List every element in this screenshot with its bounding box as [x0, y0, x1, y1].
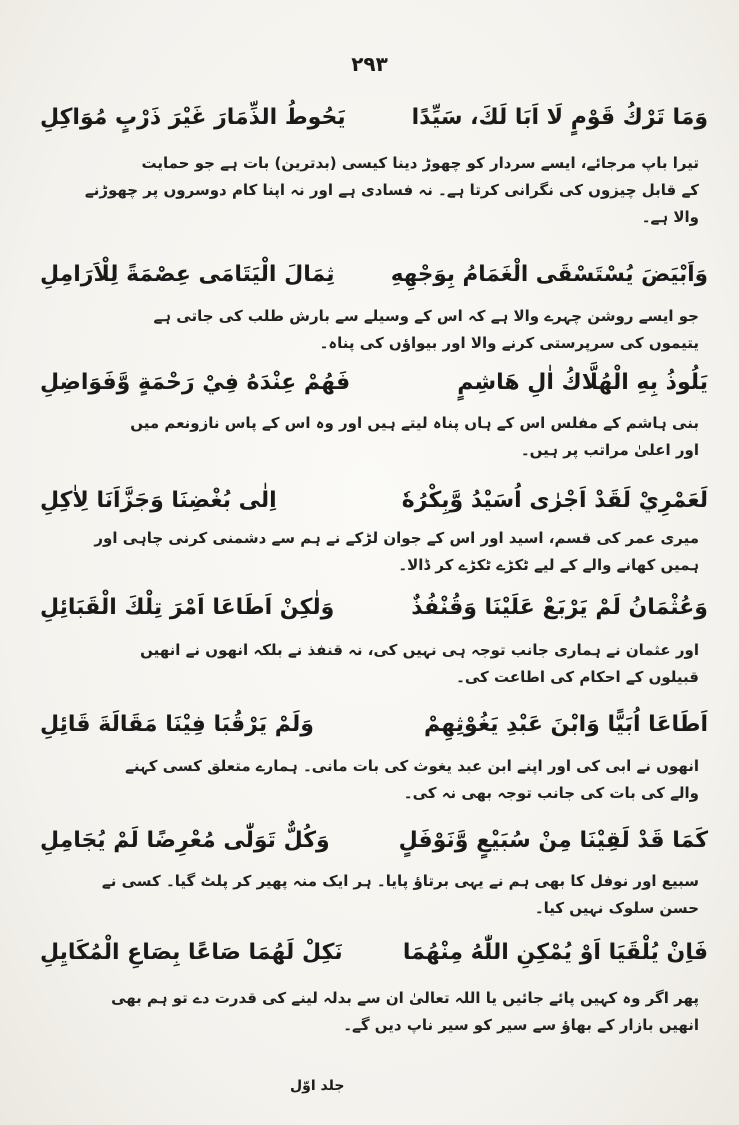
- verse-2-hemistich-2: ثِمَالَ الْيَتَامَى عِصْمَةً لِلْاَرَامِلِ: [40, 262, 335, 287]
- verse-7-hemistich-1: كَمَا قَدْ لَقِيْنَا مِنْ سُبَيْعٍ وَّنَوْفَلٍ: [398, 828, 708, 853]
- verse-6-translation-line-2: والے کی بات کی جانب توجہ بھی نہ کی۔: [403, 784, 699, 802]
- verse-1-translation-line-3: والا ہے۔: [641, 208, 699, 226]
- verse-6-translation: [125, 753, 699, 807]
- verse-5-hemistich-1: وَعُثْمَانُ لَمْ يَرْبَعْ عَلَيْنَا وَقُنْفُذٌ: [411, 595, 708, 620]
- verse-1-hemistich-2: يَحُوطُ الذِّمَارَ غَيْرَ ذَرْبٍ مُوَاكِلِ: [40, 105, 346, 130]
- verse-1: [40, 105, 708, 149]
- verse-6-hemistich-2: وَلَمْ يَرْقُبَا فِيْنَا مَقَالَةَ قَائِلِ: [40, 712, 314, 737]
- verse-6-hemistich-1: اَطَاعَا اُبَيًّا وَابْنَ عَبْدِ يَغُوْثِهِمْ: [424, 712, 708, 737]
- verse-1-translation-line-2: کے قابل چیزوں کی نگرانی کرتا ہے۔ نہ فسادی ہے اور نہ اپنا کام دوسروں پر چھوڑنے: [84, 181, 699, 199]
- verse-2-translation-line-2: یتیموں کی سرپرستی کرنے والا اور بیواؤں کی پناہ۔: [319, 334, 699, 352]
- verse-4-translation: [94, 525, 699, 579]
- verse-5-translation: [140, 637, 699, 691]
- verse-8-hemistich-1: فَاِنْ يُلْقَيَا اَوْ يُمْكِنِ اللّٰهُ مِنْهُمَا: [402, 940, 708, 965]
- verse-5-translation-line-1: اور عثمان نے ہماری جانب توجہ ہی نہیں کی، نہ قنفذ نے بلکہ انھوں نے انھیں: [140, 641, 699, 659]
- verse-5-translation-line-2: قبیلوں کے احکام کی اطاعت کی۔: [456, 668, 699, 686]
- verse-1-translation-line-1: تیرا باپ مرجائے، ایسے سردار کو چھوڑ دینا کیسی (بدترین) بات ہے جو حمایت: [141, 154, 699, 172]
- verse-5: [40, 595, 708, 639]
- verse-3: [40, 370, 708, 414]
- verse-2-hemistich-1: وَاَبْيَضَ يُسْتَسْقَى الْغَمَامُ بِوَجْهِهِ: [390, 262, 708, 287]
- verse-1-hemistich-1: وَمَا تَرْكُ قَوْمٍ لَا اَبَا لَكَ، سَيِّدًا: [411, 105, 708, 130]
- verse-3-hemistich-2: فَهُمْ عِنْدَهُ فِيْ رَحْمَةٍ وَّفَوَاضِلِ: [40, 370, 351, 395]
- verse-6: [40, 712, 708, 756]
- verse-2-translation-line-1: جو ایسے روشن چہرے والا ہے کہ اس کے وسیلے سے بارش طلب کی جاتی ہے: [153, 307, 699, 325]
- verse-7: [40, 828, 708, 872]
- page-number: ۲۹۳: [351, 52, 388, 76]
- verse-2: [40, 262, 708, 306]
- verse-2-translation: [154, 303, 700, 357]
- verse-4-hemistich-2: اِلٰى بُغْضِنَا وَجَزَّاَنَا لِاٰكِلِ: [40, 488, 277, 513]
- verse-4-hemistich-1: لَعَمْرِيْ لَقَدْ اَجْرٰى اُسَيْدُ وَّبِكْرُهٗ: [401, 488, 708, 513]
- verse-3-translation-line-2: اور اعلیٰ مراتب پر ہیں۔: [520, 441, 699, 459]
- volume-note: جلد اوّل: [290, 1078, 345, 1094]
- verse-1-translation: [85, 150, 699, 231]
- verse-8-translation: [111, 985, 699, 1039]
- verse-6-translation-line-1: انھوں نے ابی کی اور اپنے ابن عبد یغوث کی بات مانی۔ ہمارے متعلق کسی کہنے: [125, 757, 699, 775]
- verse-4-translation-line-1: میری عمر کی قسم، اسید اور اس کے جوان لڑکے نے ہم سے دشمنی کرنی چاہی اور: [94, 529, 699, 547]
- verse-8-translation-line-1: پھر اگر وہ کہیں پائے جائیں یا اللہ تعالیٰ ان سے بدلہ لینے کی قدرت دے تو ہم بھی: [111, 989, 699, 1007]
- verse-5-hemistich-2: وَلٰكِنْ اَطَاعَا اَمْرَ تِلْكَ الْقَبَائِلِ: [40, 595, 335, 620]
- verse-7-hemistich-2: وَكُلٌّ تَوَلّٰى مُعْرِضًا لَمْ يُجَامِلِ: [40, 828, 330, 853]
- verse-3-translation-line-1: بنی ہاشم کے مفلس اس کے ہاں پناہ لیتے ہیں اور وہ اس کے پاس نازونعم میں: [130, 414, 699, 432]
- verse-7-translation-line-2: حسن سلوک نہیں کیا۔: [534, 899, 699, 917]
- verse-8: [40, 940, 708, 984]
- verse-3-hemistich-1: يَلُوذُ بِهِ الْهُلَّاكُ اٰلِ هَاشِمٍ: [457, 370, 708, 395]
- verse-4-translation-line-2: ہمیں کھانے والے کے لیے ٹکڑے ٹکڑے کر ڈالا۔: [398, 556, 699, 574]
- verse-3-translation: [130, 410, 699, 464]
- verse-8-hemistich-2: نَكِلْ لَهُمَا صَاعًا بِصَاعِ الْمُكَايِلِ: [40, 940, 343, 965]
- verse-7-translation-line-1: سبیع اور نوفل کا بھی ہم نے یہی برتاؤ پایا۔ ہر ایک منہ پھیر کر پلٹ گیا۔ کسی نے: [101, 872, 699, 890]
- verse-8-translation-line-2: انھیں بازار کے بھاؤ سے سیر کو سیر ناپ دیں گے۔: [343, 1016, 699, 1034]
- verse-7-translation: [102, 868, 699, 922]
